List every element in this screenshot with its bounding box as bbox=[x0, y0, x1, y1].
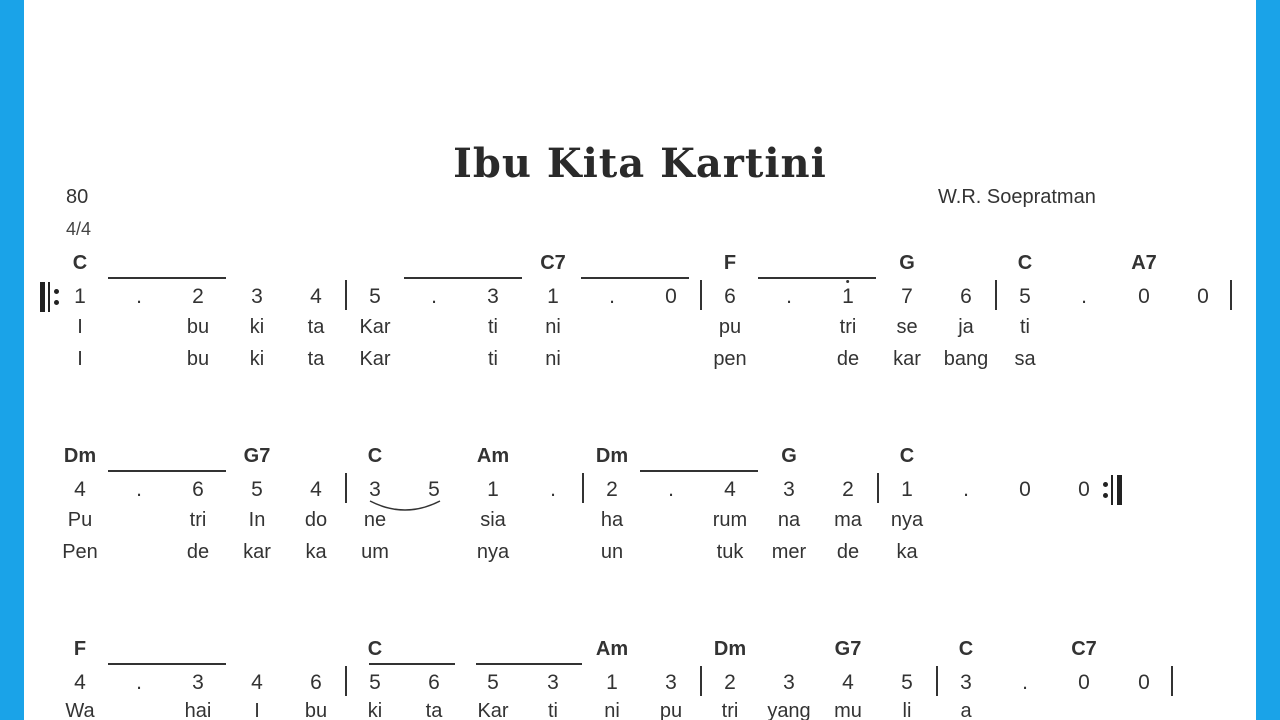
chord-symbol: G bbox=[899, 252, 915, 274]
note: 2 bbox=[724, 671, 736, 694]
lyric-syllable: I bbox=[254, 700, 260, 720]
note: 3 bbox=[783, 671, 795, 694]
lyric-syllable: yang bbox=[767, 700, 811, 720]
chord-symbol: C7 bbox=[540, 252, 566, 274]
lyric-syllable: ni bbox=[604, 700, 620, 720]
lyric-syllable: ki bbox=[249, 316, 265, 338]
lyric-syllable: ti bbox=[488, 316, 498, 338]
note: 0 bbox=[1138, 285, 1150, 308]
lyric-syllable: Kar bbox=[359, 316, 391, 338]
lyric-syllable: ne bbox=[363, 509, 387, 531]
lyric-syllable: bu bbox=[304, 700, 328, 720]
lyric-syllable: nya bbox=[476, 541, 510, 563]
chord-symbol: C bbox=[958, 638, 974, 660]
note: 4 bbox=[251, 671, 263, 694]
note: 1 bbox=[901, 478, 913, 501]
note: 3 bbox=[960, 671, 972, 694]
lyric-syllable: a bbox=[960, 700, 972, 720]
lyric-syllable: de bbox=[836, 348, 860, 370]
lyric-syllable: um bbox=[361, 541, 389, 563]
beam-line bbox=[581, 277, 689, 279]
note: 1 bbox=[547, 285, 559, 308]
lyric-syllable: sia bbox=[480, 509, 506, 531]
lyric-syllable: ni bbox=[545, 316, 561, 338]
note: 4 bbox=[310, 285, 322, 308]
lyric-syllable: bu bbox=[186, 316, 210, 338]
lyric-syllable: I bbox=[77, 348, 83, 370]
chord-symbol: C7 bbox=[1071, 638, 1097, 660]
beam-line bbox=[640, 470, 758, 472]
note: 4 bbox=[724, 478, 736, 501]
note: . bbox=[1022, 671, 1028, 694]
lyric-syllable: ki bbox=[249, 348, 265, 370]
note: . bbox=[963, 478, 969, 501]
chord-symbol: Am bbox=[595, 638, 629, 660]
note: 5 bbox=[428, 478, 440, 501]
note: 5 bbox=[487, 671, 499, 694]
note: 5 bbox=[1019, 285, 1031, 308]
note: 3 bbox=[665, 671, 677, 694]
lyric-syllable: do bbox=[304, 509, 328, 531]
barline bbox=[995, 280, 997, 310]
note: 5 bbox=[369, 671, 381, 694]
lyric-syllable: pu bbox=[718, 316, 742, 338]
chord-symbol: F bbox=[723, 252, 737, 274]
note: 3 bbox=[369, 478, 381, 501]
note: 2 bbox=[606, 478, 618, 501]
note: 0 bbox=[1197, 285, 1209, 308]
note: 6 bbox=[192, 478, 204, 501]
note: 1 bbox=[74, 285, 86, 308]
barline bbox=[877, 473, 879, 503]
lyric-syllable: ha bbox=[600, 509, 624, 531]
barline bbox=[345, 473, 347, 503]
lyric-syllable: Kar bbox=[359, 348, 391, 370]
beam-line bbox=[369, 663, 455, 665]
staff-system-2 bbox=[24, 441, 1256, 581]
chord-symbol: C bbox=[367, 445, 383, 467]
chord-symbol: C bbox=[899, 445, 915, 467]
lyric-syllable: ka bbox=[896, 541, 918, 563]
barline bbox=[700, 280, 702, 310]
lyric-syllable: na bbox=[777, 509, 801, 531]
beam-line bbox=[108, 663, 226, 665]
note: 5 bbox=[369, 285, 381, 308]
lyric-syllable: bang bbox=[943, 348, 989, 370]
note: 7 bbox=[901, 285, 913, 308]
lyric-syllable: ja bbox=[958, 316, 974, 338]
chord-symbol: Am bbox=[476, 445, 510, 467]
lyric-syllable: kar bbox=[893, 348, 921, 370]
lyric-syllable: ki bbox=[367, 700, 383, 720]
note: . bbox=[1081, 285, 1087, 308]
note: 4 bbox=[74, 478, 86, 501]
note: . bbox=[136, 478, 142, 501]
staff-system-1 bbox=[24, 248, 1256, 388]
repeat-end-sign bbox=[1100, 475, 1124, 505]
note: 2 bbox=[192, 285, 204, 308]
chord-symbol: C bbox=[72, 252, 88, 274]
lyric-syllable: Pen bbox=[62, 541, 98, 563]
chord-symbol: G7 bbox=[243, 445, 271, 467]
barline bbox=[700, 666, 702, 696]
lyric-syllable: tuk bbox=[716, 541, 744, 563]
chord-symbol: C bbox=[367, 638, 383, 660]
note: 3 bbox=[547, 671, 559, 694]
note: . bbox=[786, 285, 792, 308]
lyric-syllable: ta bbox=[307, 316, 325, 338]
composer-name: W.R. Soepratman bbox=[938, 186, 1096, 208]
note: . bbox=[136, 671, 142, 694]
note: 2 bbox=[842, 478, 854, 501]
chord-symbol: Dm bbox=[63, 445, 97, 467]
lyric-syllable: rum bbox=[712, 509, 748, 531]
note: 5 bbox=[901, 671, 913, 694]
note: 5 bbox=[251, 478, 263, 501]
lyric-syllable: pen bbox=[713, 348, 747, 370]
note: 0 bbox=[1138, 671, 1150, 694]
barline bbox=[1230, 280, 1232, 310]
lyric-syllable: ti bbox=[488, 348, 498, 370]
lyric-syllable: tri bbox=[839, 316, 857, 338]
lyric-syllable: ti bbox=[548, 700, 558, 720]
sheet-page bbox=[24, 0, 1256, 720]
note: 3 bbox=[192, 671, 204, 694]
note: 6 bbox=[724, 285, 736, 308]
barline bbox=[936, 666, 938, 696]
chord-symbol: Dm bbox=[595, 445, 629, 467]
chord-symbol: G7 bbox=[834, 638, 862, 660]
chord-symbol: A7 bbox=[1131, 252, 1157, 274]
lyric-syllable: ta bbox=[307, 348, 325, 370]
note: 0 bbox=[665, 285, 677, 308]
note: . bbox=[431, 285, 437, 308]
note: . bbox=[609, 285, 615, 308]
note: 6 bbox=[960, 285, 972, 308]
tempo-marking: 80 bbox=[66, 186, 89, 208]
note: . bbox=[136, 285, 142, 308]
lyric-syllable: I bbox=[77, 316, 83, 338]
lyric-syllable: mu bbox=[834, 700, 862, 720]
lyric-syllable: un bbox=[600, 541, 624, 563]
repeat-start-sign bbox=[40, 282, 64, 312]
lyric-syllable: pu bbox=[659, 700, 683, 720]
chord-symbol: F bbox=[73, 638, 87, 660]
lyric-syllable: ma bbox=[834, 509, 862, 531]
lyric-syllable: se bbox=[896, 316, 918, 338]
lyric-syllable: ti bbox=[1020, 316, 1030, 338]
staff-system-3 bbox=[24, 634, 1256, 720]
lyric-syllable: Wa bbox=[65, 700, 95, 720]
note: . bbox=[550, 478, 556, 501]
chord-symbol: G bbox=[781, 445, 797, 467]
chord-symbol: C bbox=[1017, 252, 1033, 274]
note: 4 bbox=[74, 671, 86, 694]
note-high-octave: 1 bbox=[842, 285, 854, 308]
lyric-syllable: bu bbox=[186, 348, 210, 370]
beam-line bbox=[404, 277, 522, 279]
lyric-syllable: nya bbox=[890, 509, 924, 531]
lyric-syllable: de bbox=[186, 541, 210, 563]
beam-line bbox=[476, 663, 582, 665]
time-signature: 4/4 bbox=[66, 219, 92, 239]
note: 3 bbox=[783, 478, 795, 501]
song-title: Ibu Kita Kartini bbox=[453, 140, 827, 187]
note: 3 bbox=[487, 285, 499, 308]
lyric-syllable: Pu bbox=[67, 509, 93, 531]
note: 4 bbox=[842, 671, 854, 694]
beam-line bbox=[108, 470, 226, 472]
note: 6 bbox=[310, 671, 322, 694]
beam-line bbox=[108, 277, 226, 279]
barline bbox=[1171, 666, 1173, 696]
lyric-syllable: hai bbox=[184, 700, 212, 720]
lyric-syllable: Kar bbox=[477, 700, 509, 720]
barline bbox=[345, 280, 347, 310]
note: . bbox=[668, 478, 674, 501]
note: 3 bbox=[251, 285, 263, 308]
lyric-syllable: de bbox=[836, 541, 860, 563]
note: 1 bbox=[487, 478, 499, 501]
lyric-syllable: tri bbox=[721, 700, 739, 720]
lyric-syllable: li bbox=[902, 700, 912, 720]
note: 4 bbox=[310, 478, 322, 501]
lyric-syllable: kar bbox=[243, 541, 271, 563]
lyric-syllable: ka bbox=[305, 541, 327, 563]
lyric-syllable: ta bbox=[425, 700, 443, 720]
lyric-syllable: sa bbox=[1014, 348, 1036, 370]
chord-symbol: Dm bbox=[713, 638, 747, 660]
lyric-syllable: mer bbox=[771, 541, 807, 563]
note: 6 bbox=[428, 671, 440, 694]
note: 0 bbox=[1078, 671, 1090, 694]
beam-line bbox=[758, 277, 876, 279]
lyric-syllable: ni bbox=[545, 348, 561, 370]
lyric-syllable: tri bbox=[189, 509, 207, 531]
note: 0 bbox=[1078, 478, 1090, 501]
lyric-syllable: In bbox=[248, 509, 266, 531]
note: 0 bbox=[1019, 478, 1031, 501]
barline bbox=[582, 473, 584, 503]
barline bbox=[345, 666, 347, 696]
note: 1 bbox=[606, 671, 618, 694]
